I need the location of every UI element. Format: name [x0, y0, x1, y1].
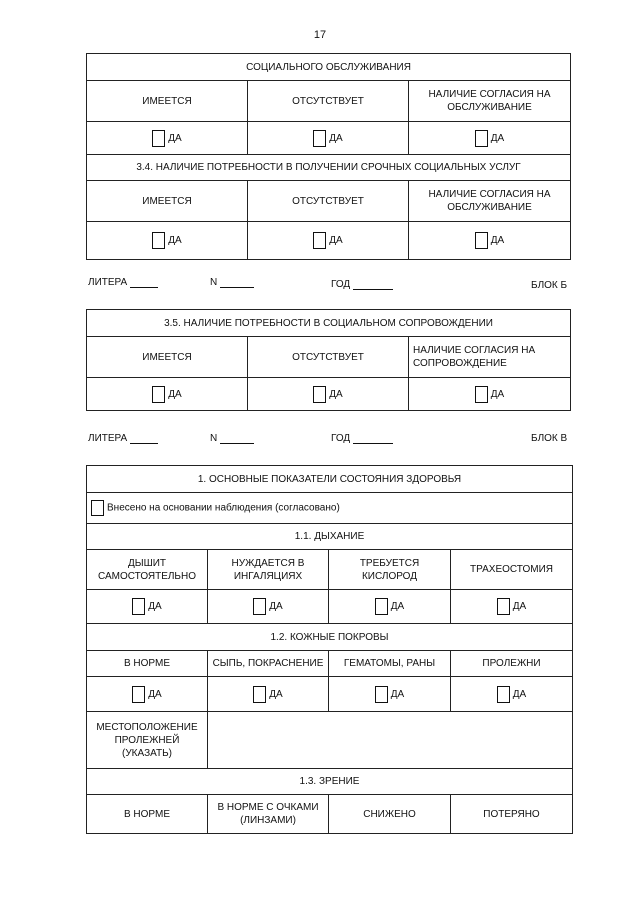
checkbox[interactable]: [152, 386, 165, 403]
block-label: БЛОК Б: [531, 280, 568, 291]
checkbox[interactable]: [375, 686, 388, 703]
number-label: N: [210, 433, 218, 444]
checkbox-label: ДА: [490, 132, 505, 144]
column-header: В НОРМЕ: [87, 795, 208, 834]
checkbox-label: ДА: [490, 388, 505, 400]
column-header: ТРАХЕОСТОМИЯ: [451, 550, 573, 590]
number-label: N: [210, 277, 218, 288]
column-header: НАЛИЧИЕ СОГЛАСИЯ НА ОБСЛУЖИВАНИЕ: [409, 81, 571, 122]
checkbox[interactable]: [253, 598, 266, 615]
checkbox[interactable]: [313, 232, 326, 249]
column-header: ОТСУТСТВУЕТ: [248, 181, 409, 222]
litera-blank[interactable]: [130, 287, 158, 288]
number-field: [210, 277, 254, 288]
column-header: ДЫШИТ САМОСТОЯТЕЛЬНО: [87, 550, 208, 590]
column-header: ОТСУТСТВУЕТ: [248, 337, 409, 378]
checkbox[interactable]: [475, 386, 488, 403]
litera-label: ЛИТЕРА: [88, 433, 128, 444]
checkbox-label: ДА: [269, 601, 283, 612]
year-blank[interactable]: [353, 289, 393, 290]
checkbox-cell[interactable]: [409, 378, 571, 411]
litera-label: ЛИТЕРА: [88, 277, 128, 288]
checkbox-label: ДА: [168, 132, 182, 144]
checkbox[interactable]: [375, 598, 388, 615]
checkbox-cell[interactable]: [409, 222, 571, 260]
checkbox-cell[interactable]: [248, 122, 409, 155]
checkbox[interactable]: [497, 598, 510, 615]
subsection-title: 1.1. ДЫХАНИЕ: [87, 524, 573, 550]
number-blank[interactable]: [220, 443, 254, 444]
checkbox[interactable]: [313, 386, 326, 403]
checkbox-cell[interactable]: [87, 590, 208, 624]
checkbox-cell[interactable]: [87, 378, 248, 411]
checkbox-cell[interactable]: [409, 122, 571, 155]
observation-label: Внесено на основании наблюдения (согласовано): [107, 502, 340, 514]
checkbox-label: ДА: [269, 688, 283, 700]
support-table: [86, 309, 571, 411]
checkbox-label: ДА: [390, 601, 405, 612]
section-title: 3.5. НАЛИЧИЕ ПОТРЕБНОСТИ В СОЦИАЛЬНОМ СОПРОВОЖДЕНИИ: [87, 310, 571, 337]
checkbox-label: ДА: [168, 235, 182, 246]
column-header: В НОРМЕ: [87, 651, 208, 677]
litera-blank[interactable]: [130, 443, 158, 444]
checkbox-cell[interactable]: [451, 677, 573, 712]
checkbox-cell[interactable]: [329, 677, 451, 712]
checkbox[interactable]: [152, 232, 165, 249]
column-header: ОТСУТСТВУЕТ: [248, 81, 409, 122]
checkbox-cell[interactable]: [208, 677, 329, 712]
number-field: [210, 433, 254, 444]
checkbox[interactable]: [475, 232, 488, 249]
year-label: ГОД: [331, 433, 351, 444]
checkbox-cell[interactable]: [248, 378, 409, 411]
year-field: [331, 279, 393, 290]
section-title: СОЦИАЛЬНОГО ОБСЛУЖИВАНИЯ: [87, 54, 571, 81]
year-blank[interactable]: [353, 443, 393, 444]
checkbox-cell[interactable]: [87, 222, 248, 260]
social-service-table: [86, 53, 571, 260]
column-header: ПОТЕРЯНО: [451, 795, 573, 834]
checkbox[interactable]: [152, 130, 165, 147]
checkbox-cell[interactable]: [329, 590, 451, 624]
column-header: ПРОЛЕЖНИ: [451, 651, 573, 677]
section-title: 3.4. НАЛИЧИЕ ПОТРЕБНОСТИ В ПОЛУЧЕНИИ СРОЧНЫХ СОЦИАЛЬНЫХ УСЛУГ: [87, 155, 571, 181]
column-header: ИМЕЕТСЯ: [87, 81, 248, 122]
checkbox-label: ДА: [148, 601, 162, 612]
checkbox-cell[interactable]: [248, 222, 409, 260]
column-header: В НОРМЕ С ОЧКАМИ (ЛИНЗАМИ): [208, 795, 329, 834]
section-title: 1. ОСНОВНЫЕ ПОКАЗАТЕЛИ СОСТОЯНИЯ ЗДОРОВЬЯ: [87, 466, 573, 493]
subsection-title: 1.3. ЗРЕНИЕ: [87, 769, 573, 795]
year-label: ГОД: [331, 279, 351, 290]
health-indicators-table: [86, 465, 573, 834]
checkbox-cell[interactable]: [208, 590, 329, 624]
column-header: ГЕМАТОМЫ, РАНЫ: [329, 651, 451, 677]
checkbox-label: ДА: [390, 688, 405, 700]
litera-field: [88, 277, 158, 288]
checkbox-cell[interactable]: [87, 677, 208, 712]
checkbox-label: ДА: [148, 688, 162, 700]
column-header: НАЛИЧИЕ СОГЛАСИЯ НА СОПРОВОЖДЕНИЕ: [409, 337, 571, 378]
column-header: ТРЕБУЕТСЯ КИСЛОРОД: [329, 550, 451, 590]
block-label: БЛОК В: [531, 433, 568, 444]
checkbox-label: ДА: [329, 388, 343, 400]
year-field: [331, 433, 393, 444]
checkbox-cell[interactable]: [87, 122, 248, 155]
bedsore-location-field[interactable]: [208, 712, 573, 769]
column-header: НАЛИЧИЕ СОГЛАСИЯ НА ОБСЛУЖИВАНИЕ: [409, 181, 571, 222]
number-blank[interactable]: [220, 287, 254, 288]
checkbox[interactable]: [253, 686, 266, 703]
checkbox-label: ДА: [329, 235, 343, 246]
column-header: ИМЕЕТСЯ: [87, 337, 248, 378]
column-header: ИМЕЕТСЯ: [87, 181, 248, 222]
bedsore-location-label: МЕСТОПОЛОЖЕНИЕ ПРОЛЕЖНЕЙ (УКАЗАТЬ): [87, 712, 208, 769]
litera-field: [88, 433, 158, 444]
checkbox-label: ДА: [168, 388, 182, 400]
checkbox-label: ДА: [490, 235, 505, 246]
checkbox[interactable]: [475, 130, 488, 147]
page-number: 17: [313, 29, 327, 41]
checkbox-label: ДА: [512, 688, 527, 700]
checkbox[interactable]: [132, 686, 145, 703]
column-header: СНИЖЕНО: [329, 795, 451, 834]
column-header: НУЖДАЕТСЯ В ИНГАЛЯЦИЯХ: [208, 550, 329, 590]
subsection-title: 1.2. КОЖНЫЕ ПОКРОВЫ: [87, 624, 573, 651]
checkbox-label: ДА: [329, 132, 343, 144]
observation-row[interactable]: [87, 493, 573, 524]
checkbox-label: ДА: [512, 601, 527, 612]
observation-checkbox[interactable]: [91, 500, 104, 516]
checkbox[interactable]: [313, 130, 326, 147]
checkbox-cell[interactable]: [451, 590, 573, 624]
checkbox[interactable]: [497, 686, 510, 703]
column-header: СЫПЬ, ПОКРАСНЕНИЕ: [208, 651, 329, 677]
checkbox[interactable]: [132, 598, 145, 615]
